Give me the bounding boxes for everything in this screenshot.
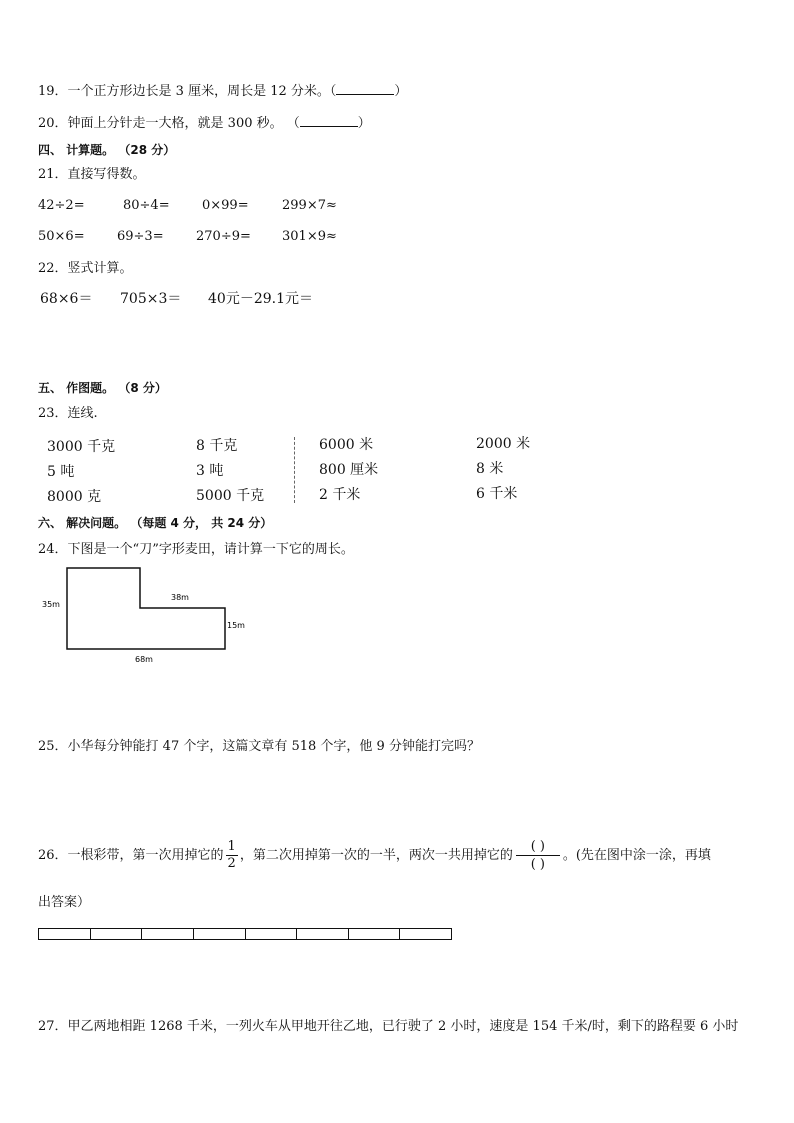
question-25: 25．小华每分钟能打 47 个字，这篇文章有 518 个字，他 9 分钟能打完吗？ [38, 739, 480, 754]
label-bottom: 68m [135, 655, 153, 664]
question-20 [38, 114, 371, 133]
fraction-denominator: 2 [227, 856, 236, 871]
ribbon-cell[interactable] [246, 929, 298, 939]
question-26-part3: 。(先在图中涂一涂，再填 [562, 848, 711, 863]
fraction-half [226, 839, 238, 872]
question-27: 27．甲乙两地相距 1268 千米，一列火车从甲地开往乙地，已行驶了 2 小时，速度是 154 千米/时，剩下的路程要 6 小时 [38, 1019, 739, 1034]
fraction-blank-top: ( ) [516, 838, 560, 856]
match-item[interactable]: 8 千克 [196, 438, 238, 454]
calc-item: 50×6= [38, 229, 85, 244]
match-item[interactable]: 800 厘米 [319, 462, 379, 478]
label-step: 38m [171, 593, 189, 602]
match-item[interactable]: 6000 米 [319, 437, 374, 453]
question-20-end: ） [357, 116, 371, 131]
question-19-text: 19．一个正方形边长是 3 厘米，周长是 12 分米。（ [38, 84, 337, 99]
field-diagram [38, 562, 258, 670]
section-6-heading: 六、 解决问题。 （每题 4 分， 共 24 分） [38, 516, 273, 530]
ribbon-strip [38, 928, 452, 940]
match-item[interactable]: 3000 千克 [47, 439, 116, 455]
calc-item: 270÷9= [196, 229, 251, 244]
calc-item: 69÷3= [117, 229, 164, 244]
match-item[interactable]: 5000 千克 [196, 488, 265, 504]
match-item[interactable]: 2 千米 [319, 487, 361, 503]
ribbon-cell[interactable] [91, 929, 143, 939]
question-19-end: ） [394, 84, 408, 99]
label-right: 15m [227, 621, 245, 630]
question-20-text: 20．钟面上分针走一大格，就是 300 秒。 （ [38, 116, 300, 131]
match-item[interactable]: 5 吨 [47, 464, 75, 480]
question-26-part1: 26．一根彩带，第一次用掉它的 [38, 848, 224, 863]
vertical-calc-item: 705×3＝ [120, 291, 182, 307]
match-item[interactable]: 6 千米 [476, 486, 518, 502]
question-22-title: 22．竖式计算。 [38, 261, 133, 276]
section-5-heading: 五、 作图题。 （8 分） [38, 381, 167, 395]
ribbon-cell[interactable] [194, 929, 246, 939]
section-4-heading: 四、 计算题。 （28 分） [38, 143, 176, 157]
ribbon-cell[interactable] [349, 929, 401, 939]
question-23-title: 23．连线. [38, 406, 98, 421]
ribbon-cell[interactable] [39, 929, 91, 939]
fraction-answer-blank[interactable] [516, 838, 560, 873]
answer-blank[interactable] [300, 114, 358, 127]
calc-item: 0×99= [202, 198, 249, 213]
fraction-blank-bottom: ( ) [530, 857, 545, 872]
calc-item: 42÷2= [38, 198, 85, 213]
vertical-calc-item: 68×6＝ [40, 291, 93, 307]
calc-item: 80÷4= [123, 198, 170, 213]
field-outline [67, 568, 225, 649]
vertical-calc-item: 40元－29.1元＝ [208, 291, 313, 307]
match-item[interactable]: 3 吨 [196, 463, 224, 479]
match-item[interactable]: 8 米 [476, 461, 504, 477]
match-item[interactable]: 2000 米 [476, 436, 531, 452]
question-26-part2: ，第二次用掉第一次的一半，两次一共用掉它的 [239, 848, 513, 863]
calc-item: 299×7≈ [282, 198, 337, 213]
question-24-title: 24．下图是一个“刀”字形麦田，请计算一下它的周长。 [38, 542, 354, 557]
label-left: 35m [42, 600, 60, 609]
divider-dashed [294, 437, 295, 503]
ribbon-cell[interactable] [142, 929, 194, 939]
fraction-numerator: 1 [227, 839, 236, 854]
question-21-title: 21．直接写得数。 [38, 167, 146, 182]
answer-blank[interactable] [336, 82, 394, 95]
match-item[interactable]: 8000 克 [47, 489, 102, 505]
ribbon-cell[interactable] [400, 929, 451, 939]
calc-item: 301×9≈ [282, 229, 337, 244]
question-19 [38, 82, 407, 101]
question-26 [38, 837, 711, 875]
ribbon-cell[interactable] [297, 929, 349, 939]
question-26-line2: 出答案） [38, 895, 91, 910]
